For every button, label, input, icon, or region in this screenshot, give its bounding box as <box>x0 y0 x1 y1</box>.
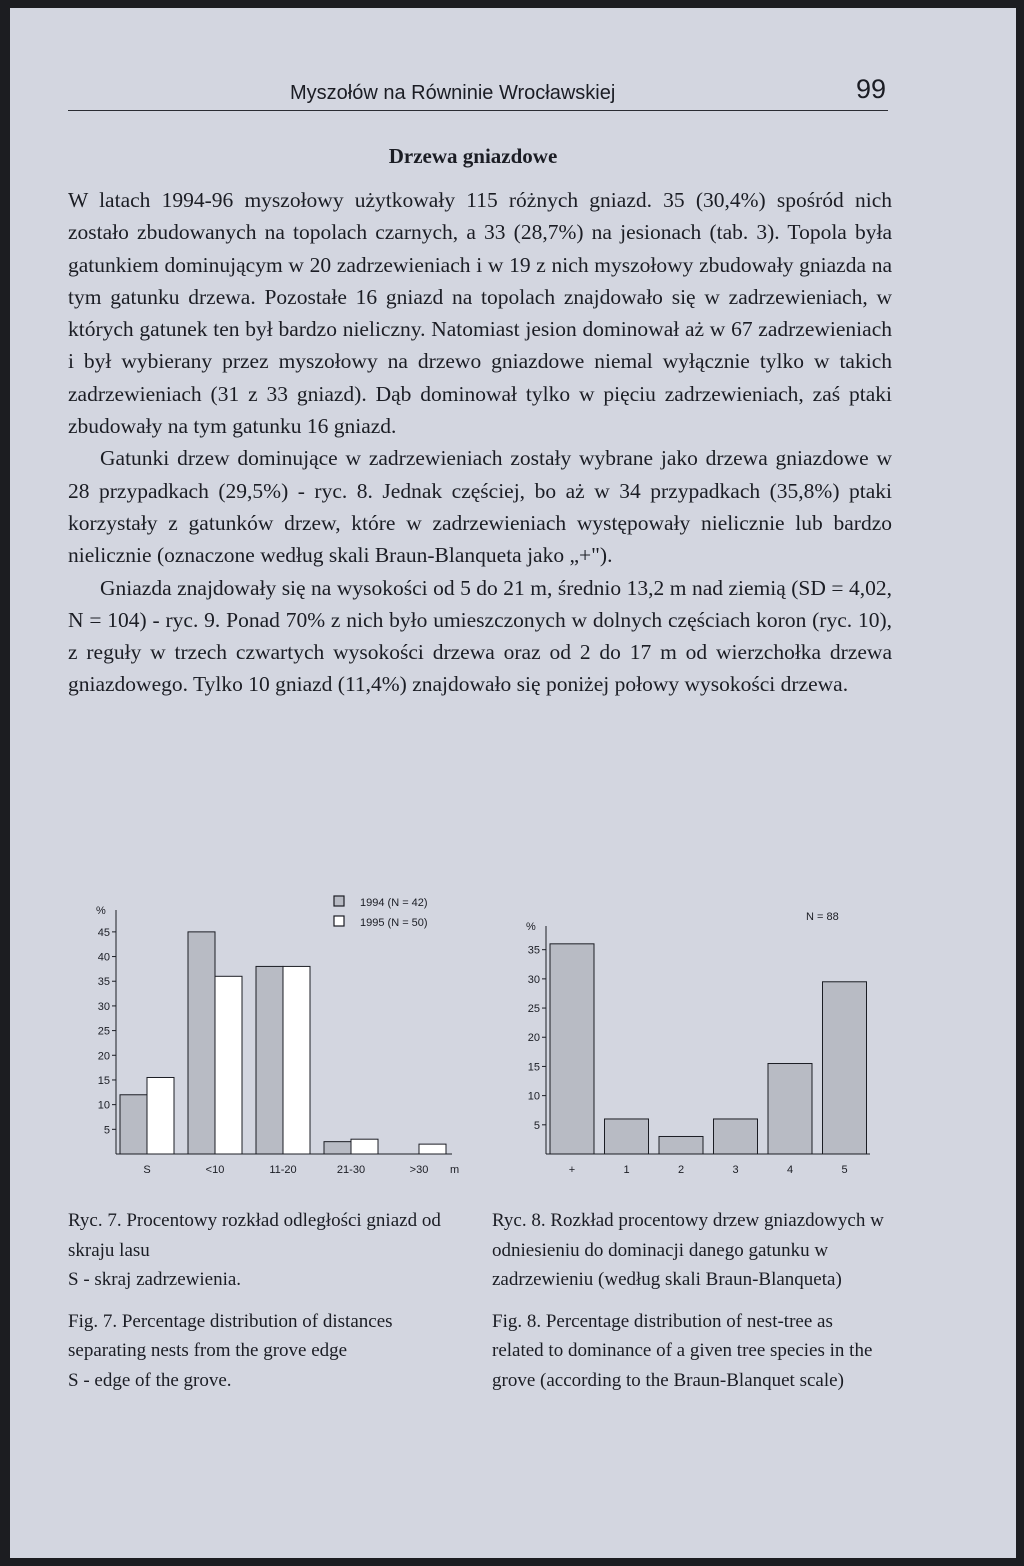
x-tick-label: 11-20 <box>269 1164 297 1176</box>
x-tick-label: >30 <box>409 1164 429 1176</box>
y-tick-label: 15 <box>97 1074 110 1087</box>
figure-7-caption-en <box>68 1307 460 1396</box>
paragraph-3: Gniazda znajdowały się na wysokości od 5 do 21 m, średnio 13,2 m nad ziemią (SD = 4,02, N = 104) - ryc. 9. Ponad 70% z nich było umieszczonych w dolnych częściach koron (ryc. 10), z reguły w trzech czwartych wysokości drzewa oraz od 2 do 17 m od wierzchołka drzewa gniazdowego. Tylko 10 gniazd (11,4%) znajdowało się poniżej połowy wysokości drzewa. <box>68 575 892 697</box>
bar <box>768 1064 812 1154</box>
x-tick-label: + <box>568 1164 576 1176</box>
y-tick-label: 30 <box>97 1000 110 1013</box>
bar <box>714 1119 758 1154</box>
figure-8-caption <box>492 1206 886 1407</box>
legend-swatch <box>334 916 344 926</box>
x-tick-label: 2 <box>677 1164 685 1176</box>
section-heading: Drzewa gniazdowe <box>388 144 558 168</box>
y-tick-label: 15 <box>527 1061 540 1074</box>
figures-area <box>10 878 1016 1188</box>
y-tick-label: 10 <box>527 1090 540 1103</box>
bar <box>823 982 867 1154</box>
y-axis-unit: % <box>96 905 106 917</box>
legend-label: 1994 (N = 42) <box>360 897 428 909</box>
y-tick-label: 35 <box>527 944 540 957</box>
y-axis-unit: % <box>526 921 536 933</box>
y-tick-label: 20 <box>527 1032 540 1045</box>
bar <box>215 976 242 1154</box>
body-text <box>68 184 892 701</box>
y-tick-label: 40 <box>97 951 110 964</box>
y-tick-label: 25 <box>527 1003 540 1016</box>
y-tick-label: 20 <box>97 1050 110 1063</box>
n-annotation: N = 88 <box>806 911 839 923</box>
bar <box>419 1144 446 1154</box>
bar <box>256 966 283 1154</box>
legend-swatch <box>334 896 344 906</box>
x-axis-unit: m <box>450 1164 460 1176</box>
bar <box>605 1119 649 1154</box>
y-tick-label: 35 <box>97 976 110 989</box>
bar <box>120 1095 147 1154</box>
bar <box>147 1077 174 1154</box>
x-tick-label: S <box>143 1164 151 1176</box>
bar <box>659 1136 703 1154</box>
x-tick-label: 3 <box>732 1164 739 1176</box>
bar <box>283 966 310 1154</box>
x-tick-label: 21-30 <box>336 1164 366 1176</box>
bar <box>188 932 215 1154</box>
page-number: 99 <box>855 74 886 104</box>
book-page <box>10 8 1016 1558</box>
y-tick-label: 30 <box>527 973 540 986</box>
fig7-pl-note: S - skraj zadrzewienia. <box>68 1269 242 1290</box>
running-head: Myszołów na Równinie Wrocławskiej <box>290 82 616 104</box>
bar <box>324 1142 351 1154</box>
x-tick-label: 4 <box>786 1164 794 1176</box>
y-tick-label: 25 <box>97 1025 110 1038</box>
fig7-en-text: Fig. 7. Percentage distribution of distances separating nests from the grove edge <box>68 1310 393 1361</box>
figure-8-caption-pl: Ryc. 8. Rozkład procentowy drzew gniazdowych w odniesieniu do dominacji danego gatunku w zadrzewieniu (według skali Braun-Blanqueta) <box>492 1210 884 1290</box>
bar <box>550 944 594 1154</box>
figure-7-chart <box>68 878 468 1188</box>
x-tick-label: 5 <box>841 1164 848 1176</box>
page-header <box>68 74 888 111</box>
figure-7-caption-pl <box>68 1206 460 1295</box>
paragraph-1: W latach 1994-96 myszołowy użytkowały 115 różnych gniazd. 35 (30,4%) spośród nich zostało zbudowanych na topolach czarnych, a 33 (28,7%) na jesionach (tab. 3). Topola była gatunkiem dominującym w 20 zadrzewieniach i w 19 z nich myszołowy zbudowały gniazda na tym gatunku drzewa. Pozostałe 16 gniazd na topolach znajdowało się w zadrzewieniach, w których gatunek ten był bardzo nieliczny. Natomiast jesion dominował aż w 67 zadrzewieniach i był wybierany przez myszołowy na drzewo gniazdowe niemal wyłącznie tylko w takich zadrzewieniach (31 z 33 gniazd). Dąb dominował tylko w pięciu zadrzewieniach, zaś ptaki zbudowały na tym gatunku 16 gniazd. <box>68 188 892 439</box>
figure-8-chart <box>500 878 880 1188</box>
x-tick-label: 1 <box>623 1164 630 1176</box>
y-tick-label: 5 <box>533 1119 540 1132</box>
y-tick-label: 5 <box>103 1124 110 1137</box>
fig7-pl-text: Ryc. 7. Procentowy rozkład odległości gniazd od skraju lasu <box>68 1210 441 1261</box>
bar <box>351 1139 378 1154</box>
y-tick-label: 45 <box>97 926 110 939</box>
x-tick-label: <10 <box>205 1164 225 1176</box>
fig7-en-note: S - edge of the grove. <box>68 1369 232 1391</box>
legend-label: 1995 (N = 50) <box>360 917 428 929</box>
figure-8-caption-en: Fig. 8. Percentage distribution of nest-tree as related to dominance of a given tree species in the grove (according to the Braun-Blanquet scale) <box>492 1310 873 1391</box>
y-tick-label: 10 <box>97 1099 110 1112</box>
paragraph-2: Gatunki drzew dominujące w zadrzewieniach zostały wybrane jako drzewa gniazdowe w 28 przypadkach (29,5%) - ryc. 8. Jednak częściej, bo aż w 34 przypadkach (35,8%) ptaki korzystały z gatunków drzew, które w zadrzewieniach występowały nielicznie lub bardzo nielicznie (oznaczone według skali Braun-Blanqueta jako „+"). <box>68 446 892 568</box>
figure-7-caption <box>68 1206 460 1407</box>
